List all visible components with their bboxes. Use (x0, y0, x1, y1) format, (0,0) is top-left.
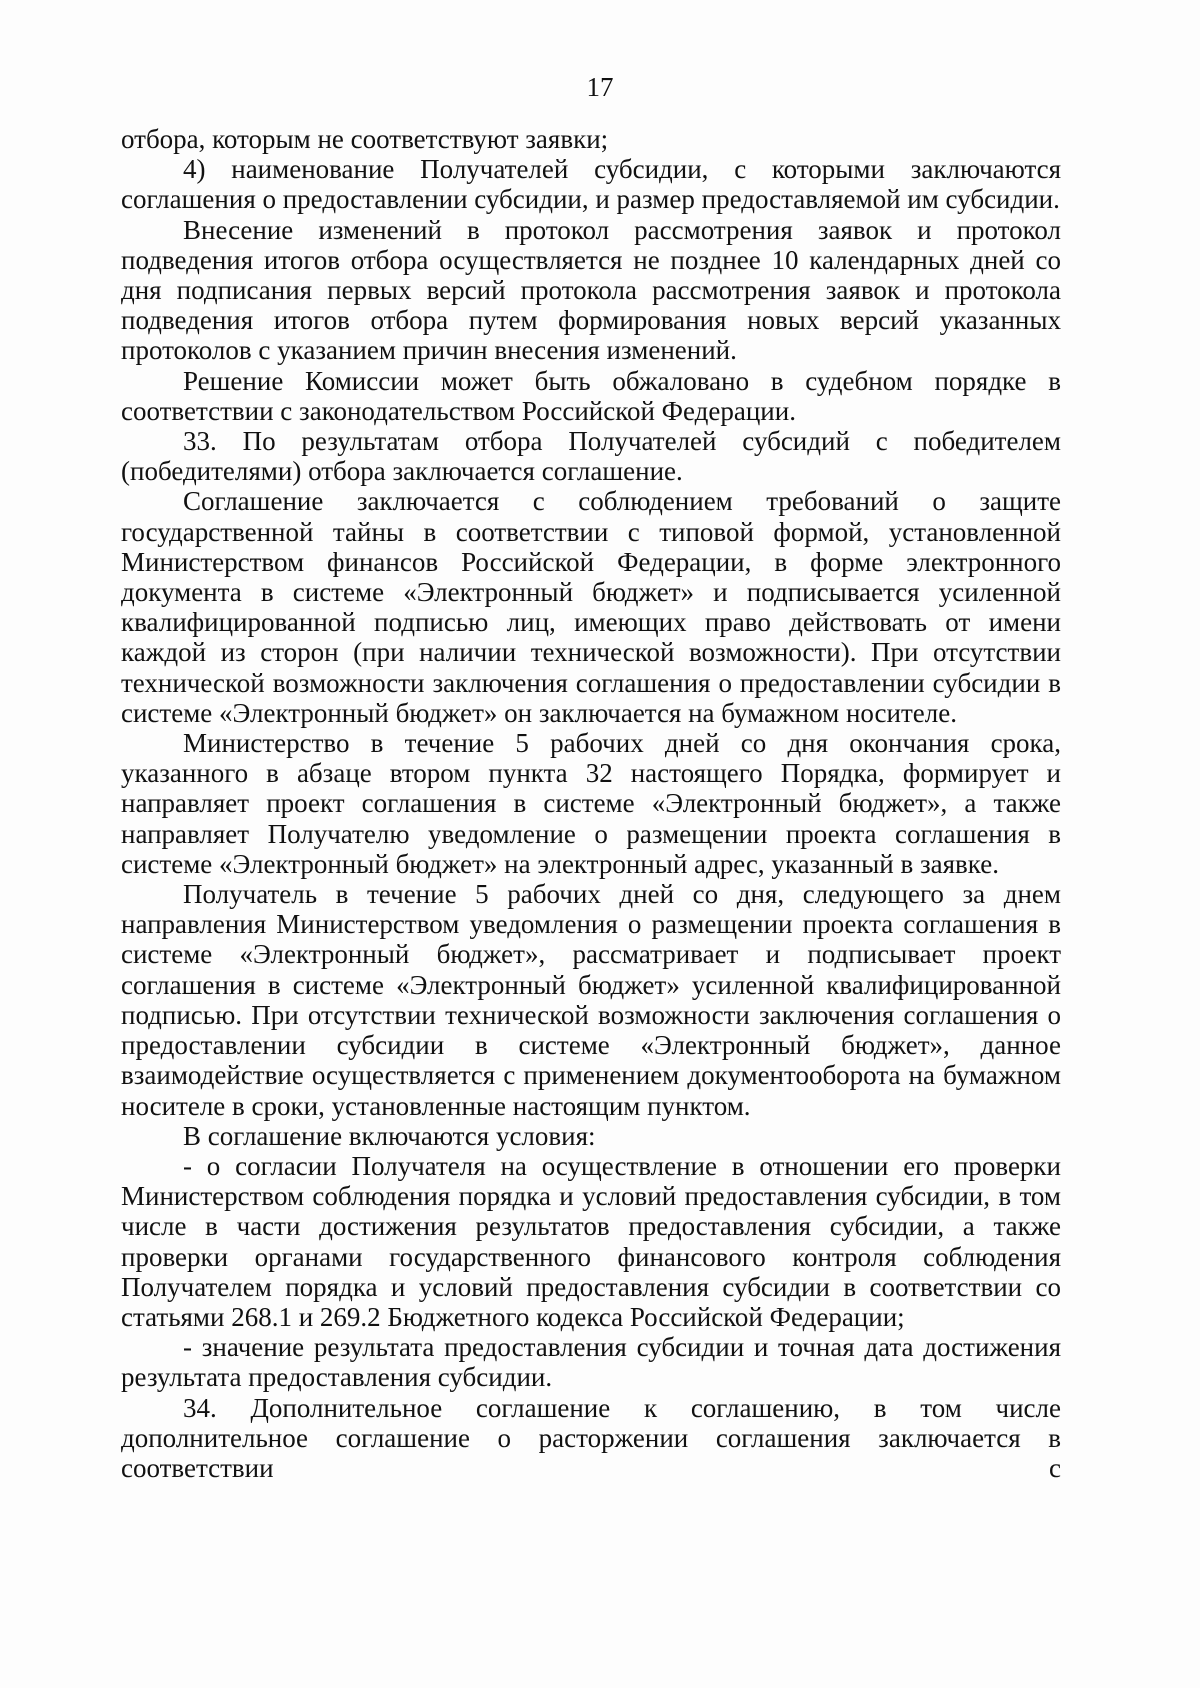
paragraph: Решение Комиссии может быть обжаловано в судебном порядке в соответствии с законодательством Российской Федерации. (121, 365, 1061, 426)
paragraph: - значение результата предоставления субсидии и точная дата достижения результата предоставления субсидии. (121, 1332, 1061, 1393)
paragraph: Соглашение заключается с соблюдением требований о защите государственной тайны в соответствии с типовой формой, установленной Министерством финансов Российской Федерации, в форме электронного документа в системе «Электронный бюджет» и подписывается усиленной квалифицированной подписью лиц, имеющих право действовать от имени каждой из сторон (при наличии технической возможности). При отсутствии технической возможности заключения соглашения о предоставлении субсидии в системе «Электронный бюджет» он заключается на бумажном носителе. (121, 486, 1061, 728)
paragraph: Министерство в течение 5 рабочих дней со дня окончания срока, указанного в абзаце втором пункта 32 настоящего Порядка, формирует и направляет проект соглашения в системе «Электронный бюджет», а также направляет Получателю уведомление о размещении проекта соглашения в системе «Электронный бюджет» на электронный адрес, указанный в заявке. (121, 728, 1061, 879)
document-body (121, 124, 1061, 1483)
paragraph: 4) наименование Получателей субсидии, с которыми заключаются соглашения о предоставлении субсидии, и размер предоставляемой им субсидии. (121, 154, 1061, 215)
paragraph: Внесение изменений в протокол рассмотрения заявок и протокол подведения итогов отбора осуществляется не позднее 10 календарных дней со дня подписания первых версий протокола рассмотрения заявок и протокола подведения итогов отбора путем формирования новых версий указанных протоколов с указанием причин внесения изменений. (121, 214, 1061, 366)
paragraph: отбора, которым не соответствуют заявки; (121, 124, 609, 154)
paragraph: - о согласии Получателя на осуществление в отношении его проверки Министерством соблюдения порядка и условий предоставления субсидии, в том числе в части достижения результатов предоставления субсидии, а также проверки органами государственного финансового контроля соблюдения Получателем порядка и условий предоставления субсидии в соответствии со статьями 268.1 и 269.2 Бюджетного кодекса Российской Федерации; (121, 1150, 1061, 1332)
paragraph: 34. Дополнительное соглашение к соглашению, в том числе дополнительное соглашение о расторжении соглашения заключается в соответствии с (121, 1392, 1061, 1483)
paragraph: В соглашение включаются условия: (183, 1120, 596, 1151)
page-number: 17 (586, 72, 614, 102)
paragraph: 33. По результатам отбора Получателей субсидий с победителем (победителями) отбора заключается соглашение. (121, 426, 1061, 487)
paragraph: Получатель в течение 5 рабочих дней со дня, следующего за днем направления Министерством уведомления о размещении проекта соглашения в системе «Электронный бюджет», рассматривает и подписывает проект соглашения в системе «Электронный бюджет» усиленной квалифицированной подписью. При отсутствии технической возможности заключения соглашения о предоставлении субсидии в системе «Электронный бюджет», данное взаимодействие осуществляется с применением документооборота на бумажном носителе в сроки, установленные настоящим пунктом. (121, 879, 1061, 1121)
